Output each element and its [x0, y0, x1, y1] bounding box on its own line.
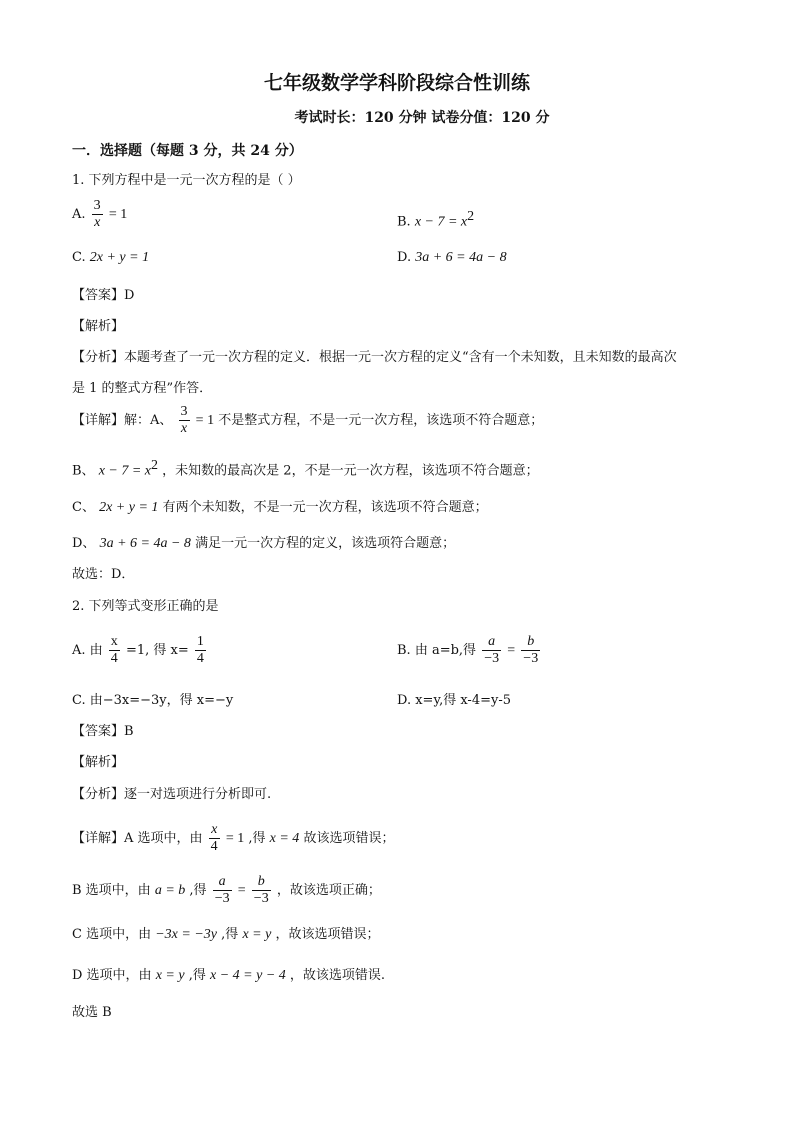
comma: ,	[145, 643, 150, 658]
denominator: −3	[484, 651, 500, 666]
q2-analysis-heading: 【解析】	[72, 755, 125, 770]
equation: 2x + y = 1	[89, 250, 150, 265]
section-heading: 一．选择题（每题 3 分，共 24 分）	[72, 143, 303, 159]
fraction	[482, 634, 501, 667]
equation-rest: = 1	[108, 207, 128, 222]
question-1-stem: 1. 下列方程中是一元一次方程的是（ ）	[72, 173, 301, 188]
fraction	[213, 874, 232, 907]
q2-option-b	[397, 634, 542, 667]
equals-sign: =	[237, 883, 246, 898]
fraction	[92, 198, 103, 231]
numerator: b	[252, 874, 271, 891]
exponent: 2	[467, 209, 475, 224]
detail-text: 满足一元一次方程的定义，该选项符合题意；	[195, 536, 456, 551]
option-label: C.	[72, 250, 86, 265]
equals-sign: =	[507, 643, 516, 658]
detail-prefix: D 选项中，由	[72, 968, 152, 983]
numerator: 3	[93, 198, 101, 213]
detail-text: 不是整式方程，不是一元一次方程，该选项不符合题意；	[218, 413, 544, 428]
numerator: a	[482, 634, 501, 651]
q2-detail-a	[72, 822, 394, 855]
numerator: x	[110, 634, 118, 649]
fraction	[521, 634, 540, 667]
denominator: −3	[214, 891, 230, 906]
detail-text: ，故该选项错误.	[289, 968, 386, 983]
numerator: a	[213, 874, 232, 891]
detail-text: 故该选项错误；	[303, 831, 395, 846]
option-label: D.	[397, 250, 412, 265]
q2-detail-c	[72, 926, 379, 944]
option-label: A. 由	[72, 643, 103, 658]
denominator: 4	[196, 651, 204, 666]
equation: −3x = −3y	[155, 927, 218, 942]
detail-text: 有两个未知数，不是一元一次方程，该选项不符合题意；	[162, 500, 488, 515]
option-label: A.	[72, 207, 86, 222]
option-label: B. 由 a=b,得	[397, 643, 477, 658]
denominator: 4	[210, 839, 218, 854]
q1-detail-c	[72, 499, 488, 517]
fraction	[252, 874, 271, 907]
q1-detail-b	[72, 457, 539, 480]
denominator: 4	[110, 651, 118, 666]
fraction	[195, 634, 206, 667]
denominator: −3	[523, 651, 539, 666]
numerator: x	[209, 822, 220, 839]
equation: x = y	[155, 968, 185, 983]
equation: x = y	[242, 927, 272, 942]
q1-analysis-heading: 【解析】	[72, 319, 125, 334]
q2-detail-b	[72, 874, 381, 907]
q1-option-a	[72, 198, 127, 231]
detail-prefix: 【详解】解：A、	[72, 413, 173, 428]
q1-analysis-line: 是 1 的整式方程”作答．	[72, 381, 213, 396]
equation: a = b	[154, 883, 186, 898]
equation-rest: = 1	[195, 413, 215, 428]
q1-option-b	[397, 208, 474, 231]
detail-prefix: B、	[72, 463, 95, 479]
equation: x = 4	[269, 831, 300, 846]
detail-text: ，故该选项错误；	[275, 927, 380, 942]
q2-conclusion: 故选 B	[72, 1005, 112, 1020]
fraction	[209, 822, 220, 855]
equation: x − 4 = y − 4	[210, 968, 286, 983]
exponent: 2	[151, 458, 159, 473]
equation-rest: = 1	[225, 831, 245, 846]
detail-prefix: B 选项中，由	[72, 883, 151, 898]
numerator: b	[521, 634, 540, 651]
denominator: −3	[253, 891, 269, 906]
fraction	[179, 404, 190, 437]
q1-option-d	[397, 249, 507, 267]
denominator: x	[94, 215, 101, 230]
detail-prefix: D、	[72, 536, 96, 551]
option-label: B.	[397, 214, 411, 230]
q2-detail-d	[72, 967, 385, 985]
q1-analysis-line: 【分析】本题考查了一元一次方程的定义．根据一元一次方程的定义“含有一个未知数，且未知数的最高次	[72, 350, 677, 365]
connector-text: ,得	[188, 968, 206, 983]
detail-prefix: C、	[72, 500, 95, 515]
q2-option-d: D. x=y,得 x-4=y-5	[397, 693, 511, 708]
equation: 3a + 6 = 4a − 8	[415, 250, 507, 265]
numerator: 1	[196, 634, 204, 649]
page-title: 七年级数学学科阶段综合性训练	[263, 72, 530, 94]
q1-detail-a	[72, 404, 543, 437]
result-text: 得 x=	[153, 643, 189, 658]
fraction	[109, 634, 120, 667]
q1-conclusion: 故选：D．	[72, 567, 135, 582]
question-2-stem: 2. 下列等式变形正确的是	[72, 599, 219, 614]
q2-analysis-line: 【分析】逐一对选项进行分析即可.	[72, 787, 272, 802]
equation: x − 7 = x	[98, 463, 152, 479]
detail-prefix: C 选项中，由	[72, 927, 152, 942]
equation: x − 7 = x	[414, 214, 468, 230]
q1-option-c	[72, 249, 149, 267]
numerator: 3	[180, 404, 188, 419]
detail-text: ，未知数的最高次是 2，不是一元一次方程，该选项不符合题意；	[162, 463, 539, 479]
exam-info: 考试时长：120 分钟 试卷分值：120 分	[294, 110, 550, 126]
connector-text: ,得	[221, 927, 239, 942]
equation: 3a + 6 = 4a − 8	[99, 536, 191, 551]
q2-option-a	[72, 634, 208, 667]
connector-text: ,得	[189, 883, 207, 898]
detail-prefix: 【详解】A 选项中，由	[72, 831, 203, 846]
q2-option-c: C. 由−3x=−3y，得 x=−y	[72, 693, 234, 708]
q1-answer: 【答案】D	[72, 288, 135, 303]
denominator: x	[180, 421, 188, 436]
equation: 2x + y = 1	[99, 500, 159, 515]
q1-detail-d	[72, 535, 455, 553]
q2-answer: 【答案】B	[72, 724, 134, 739]
equation-rest: =1	[125, 643, 146, 658]
connector-text: ,得	[248, 831, 266, 846]
detail-text: ，故该选项正确；	[276, 883, 381, 898]
